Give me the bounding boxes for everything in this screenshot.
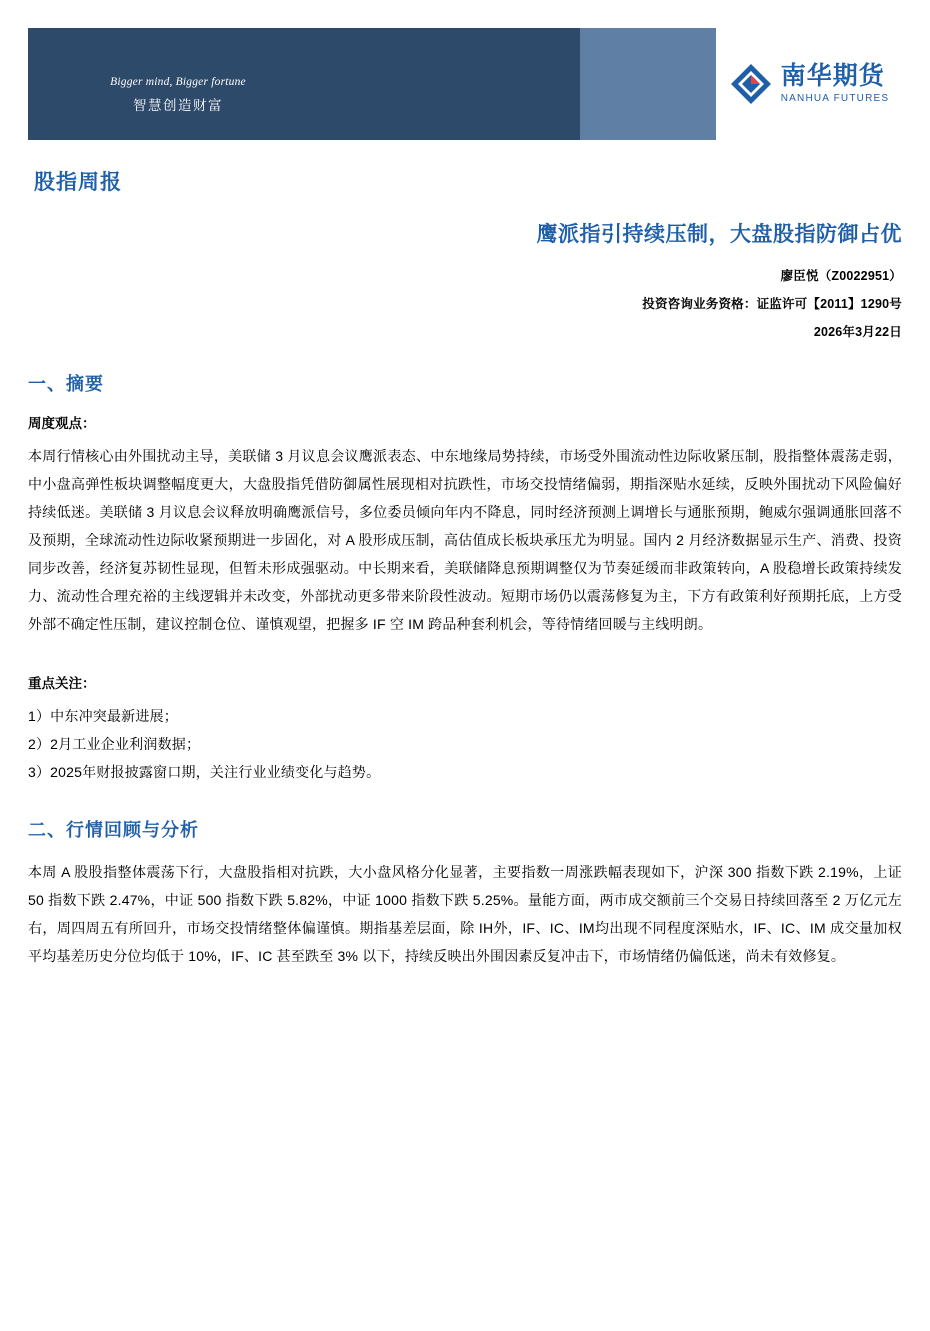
qualification-line: 投资咨询业务资格：证监许可【2011】1290号 — [642, 297, 902, 311]
list-item: 3）2025年财报披露窗口期，关注行业业绩变化与趋势。 — [28, 764, 381, 780]
author-byline: 廖臣悦（Z0022951） — [780, 269, 902, 283]
slogan-english: Bigger mind, Bigger fortune — [110, 76, 246, 88]
company-logo-text — [781, 64, 889, 104]
company-logo — [729, 62, 889, 106]
market-review-paragraph: 本周 A 股股指整体震荡下行，大盘股指相对抗跌，大小盘风格分化显著，主要指数一周涨跌幅表现如下，沪深 300 指数下跌 2.19%，上证 50 指数下跌 2.47%，中证 500 指数下跌 5.82%，中证 1000 指数下跌 5.25%。量能方面，两市成交额前三个交易日持续回落至 2 万亿元左右，周四周五有所回升，市场交投情绪整体偏谨慎。期指基差层面，除 IH外，IF、IC、IM均出现不同程度深贴水，IF、IC、IM 成交量加权平均基差历史分位均低于 10%，IF、IC 甚至跌至 3% 以下，持续反映出外围因素反复冲击下，市场情绪仍偏低迷，尚未有效修复。 — [28, 864, 902, 964]
slogan-block — [83, 76, 273, 114]
header-banner — [28, 28, 902, 140]
slogan-chinese: 智慧创造财富 — [133, 98, 223, 113]
page-title: 鹰派指引持续压制，大盘股指防御占优 — [536, 223, 902, 246]
company-name-en: NANHUA FUTURES — [780, 93, 890, 104]
banner-left-panel — [28, 28, 580, 140]
list-item: 2）2月工业企业利润数据； — [28, 736, 201, 752]
nanhua-diamond-logo-icon — [729, 62, 773, 106]
weekly-view-label: 周度观点： — [28, 416, 96, 431]
banner-logo-panel — [716, 28, 902, 140]
list-item: 1）中东冲突最新进展； — [28, 708, 178, 724]
weekly-view-paragraph: 本周行情核心由外围扰动主导，美联储 3 月议息会议鹰派表态、中东地缘局势持续，市场受外围流动性边际收紧压制，股指整体震荡走弱，中小盘高弹性板块调整幅度更大，大盘股指凭借防御属性展现相对抗跌性，市场交投情绪偏弱，期指深贴水延续，反映外围扰动下风险偏好持续低迷。美联储 3 月议息会议释放明确鹰派信号，多位委员倾向年内不降息，同时经济预测上调增长与通胀预期，鲍威尔强调通胀回落不及预期，全球流动性边际收紧预期进一步固化，对 A 股形成压制，高估值成长板块承压尤为明显。国内 2 月经济数据显示生产、消费、投资同步改善，经济复苏韧性显现，但暂未形成强驱动。中长期来看，美联储降息预期调整仅为节奏延缓而非政策转向，A 股稳增长政策持续发力、流动性合理充裕的主线逻辑并未改变，外部扰动更多带来阶段性波动。短期市场仍以震荡修复为主，下方有政策利好预期托底，上方受外部不确定性压制，建议控制仓位、谨慎观望，把握多 IF 空 IM 跨品种套利机会，等待情绪回暖与主线明朗。 — [28, 448, 902, 632]
banner-middle-panel — [580, 28, 716, 140]
company-name-cn: 南华期货 — [780, 62, 885, 90]
document-page — [0, 28, 930, 1331]
section-heading-market-review: 二、行情回顾与分析 — [28, 820, 199, 840]
document-date: 2026年3月22日 — [813, 325, 902, 339]
document-body — [0, 166, 930, 970]
document-type: 股指周报 — [34, 171, 122, 194]
key-focus-label: 重点关注： — [28, 676, 96, 691]
section-heading-summary: 一、摘要 — [28, 374, 104, 394]
